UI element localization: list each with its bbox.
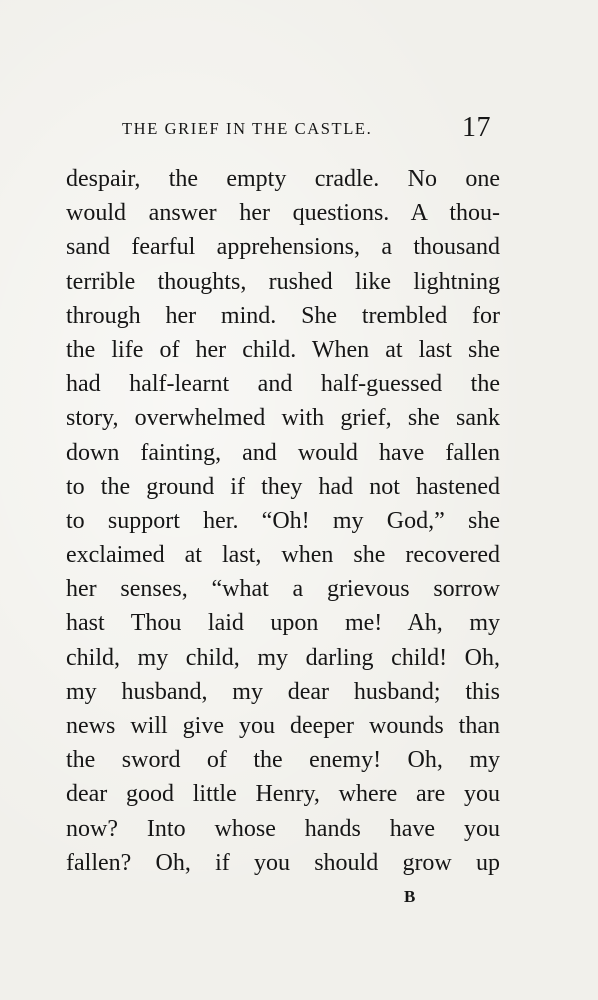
text-line: dear good little Henry, where are you [66, 781, 500, 808]
body-text [66, 162, 500, 880]
text-line: had half-learnt and half-guessed the [66, 371, 500, 398]
text-line: story, overwhelmed with grief, she sank [66, 405, 500, 432]
text-line: fallen? Oh, if you should grow up [66, 849, 500, 876]
text-line: news will give you deeper wounds than [66, 713, 500, 739]
text-line: exclaimed at last, when she recovered [66, 542, 500, 569]
text-line: through her mind. She trembled for [66, 302, 500, 329]
running-head [0, 112, 598, 144]
text-line: to support her. “Oh! my God,” she [66, 507, 500, 534]
text-line: down fainting, and would have fallen [66, 439, 500, 466]
text-line: child, my child, my darling child! Oh, [66, 644, 500, 671]
text-line: her senses, “what a grievous sorrow [66, 576, 500, 603]
text-line: to the ground if they had not hastened [66, 473, 500, 500]
text-line: despair, the empty cradle. No one [66, 166, 500, 192]
text-line: hast Thou laid upon me! Ah, my [66, 610, 500, 637]
running-title: THE GRIEF IN THE CASTLE. [122, 119, 373, 138]
text-line: would answer her questions. A thou- [66, 200, 500, 227]
text-line: sand fearful apprehensions, a thousand [66, 234, 500, 261]
text-line: my husband, my dear husband; this [66, 678, 500, 705]
text-line: terrible thoughts, rushed like lightning [66, 268, 500, 295]
text-line: the sword of the enemy! Oh, my [66, 747, 500, 774]
page-number: 17 [462, 112, 491, 143]
text-line: the life of her child. When at last she [66, 336, 500, 363]
signature-mark: B [404, 887, 416, 906]
text-line: now? Into whose hands have you [66, 815, 500, 842]
